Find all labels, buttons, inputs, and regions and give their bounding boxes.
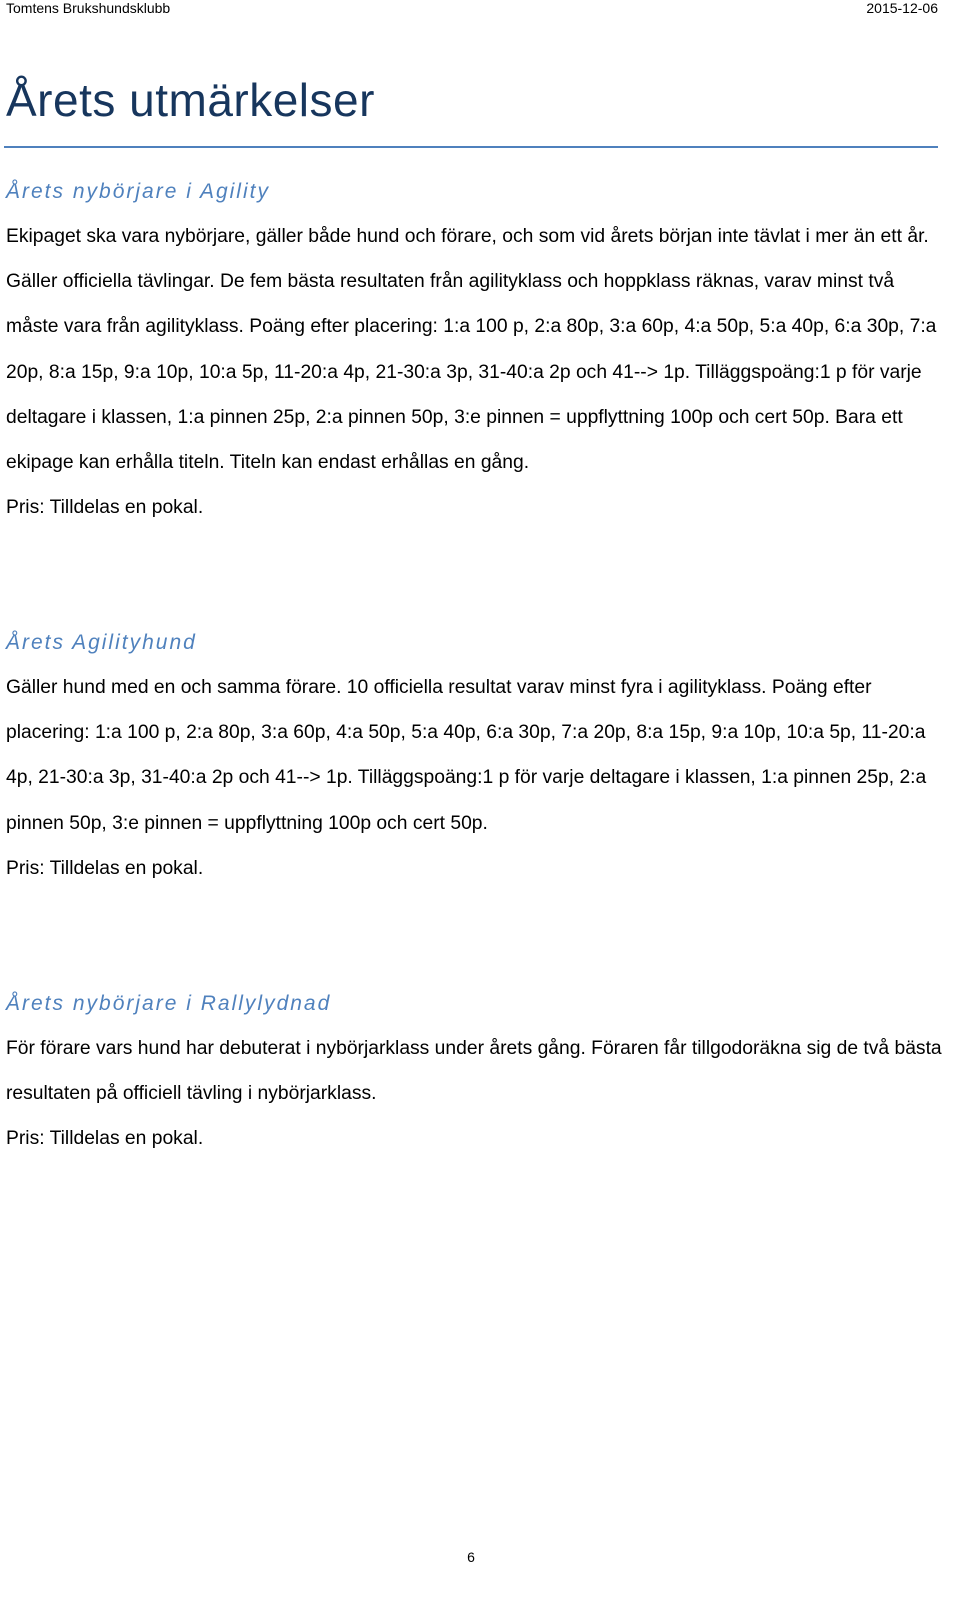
section-body: Gäller hund med en och samma förare. 10 officiella resultat varav minst fyra i agilityklass. Poäng efter placering: 1:a 100 p, 2:a 80p, 3:a 60p, 4:a 50p, 5:a 40p, 6:a 30p, 7:a 20p, 8:a 15p, 9:a 10p, 10:a 5p, 11-20:a 4p, 21-30:a 3p, 31-40:a 2p och 41--> 1p. Tilläggspoäng:1 p för varje deltagare i klassen, 1:a pinnen 25p, 2:a pinnen 50p, 3:e pinnen = uppflyttning 100p och cert 50p. <box>6 677 927 834</box>
section-agility-beginner <box>6 169 942 530</box>
header-date: 2015-12-06 <box>866 0 938 16</box>
section-agility-dog <box>6 620 942 891</box>
club-name: Tomtens Brukshundsklubb <box>6 0 171 16</box>
section-heading: Årets Agilityhund <box>6 631 197 654</box>
section-rally-beginner <box>6 981 942 1162</box>
section-heading: Årets nybörjare i Rallylydnad <box>6 992 332 1015</box>
page-number: 6 <box>467 1549 475 1565</box>
title-divider <box>4 146 938 148</box>
section-body: Ekipaget ska vara nybörjare, gäller både hund och förare, och som vid årets början inte tävlat i mer än ett år. Gäller officiella tävlingar. De fem bästa resultaten från agilityklass och hoppklass räknas, varav minst två måste vara från agilityklass. Poäng efter placering: 1:a 100 p, 2:a 80p, 3:a 60p, 4:a 50p, 5:a 40p, 6:a 30p, 7:a 20p, 8:a 15p, 9:a 10p, 10:a 5p, 11-20:a 4p, 21-30:a 3p, 31-40:a 2p och 41--> 1p. Tilläggspoäng:1 p för varje deltagare i klassen, 1:a pinnen 25p, 2:a pinnen 50p, 3:e pinnen = uppflyttning 100p och cert 50p. Bara ett ekipage kan erhålla titeln. Titeln kan endast erhållas en gång. <box>6 226 937 474</box>
section-body: För förare vars hund har debuterat i nybörjarklass under årets gång. Föraren får tillgodoräkna sig de två bästa resultaten på officiell tävling i nybörjarklass. <box>6 1038 942 1105</box>
section-prize: Pris: Tilldelas en pokal. <box>6 497 204 519</box>
page-title: Årets utmärkelser <box>6 74 375 126</box>
section-heading: Årets nybörjare i Agility <box>6 180 270 203</box>
page-header <box>6 0 938 18</box>
section-prize: Pris: Tilldelas en pokal. <box>6 857 204 879</box>
section-prize: Pris: Tilldelas en pokal. <box>6 1128 204 1150</box>
